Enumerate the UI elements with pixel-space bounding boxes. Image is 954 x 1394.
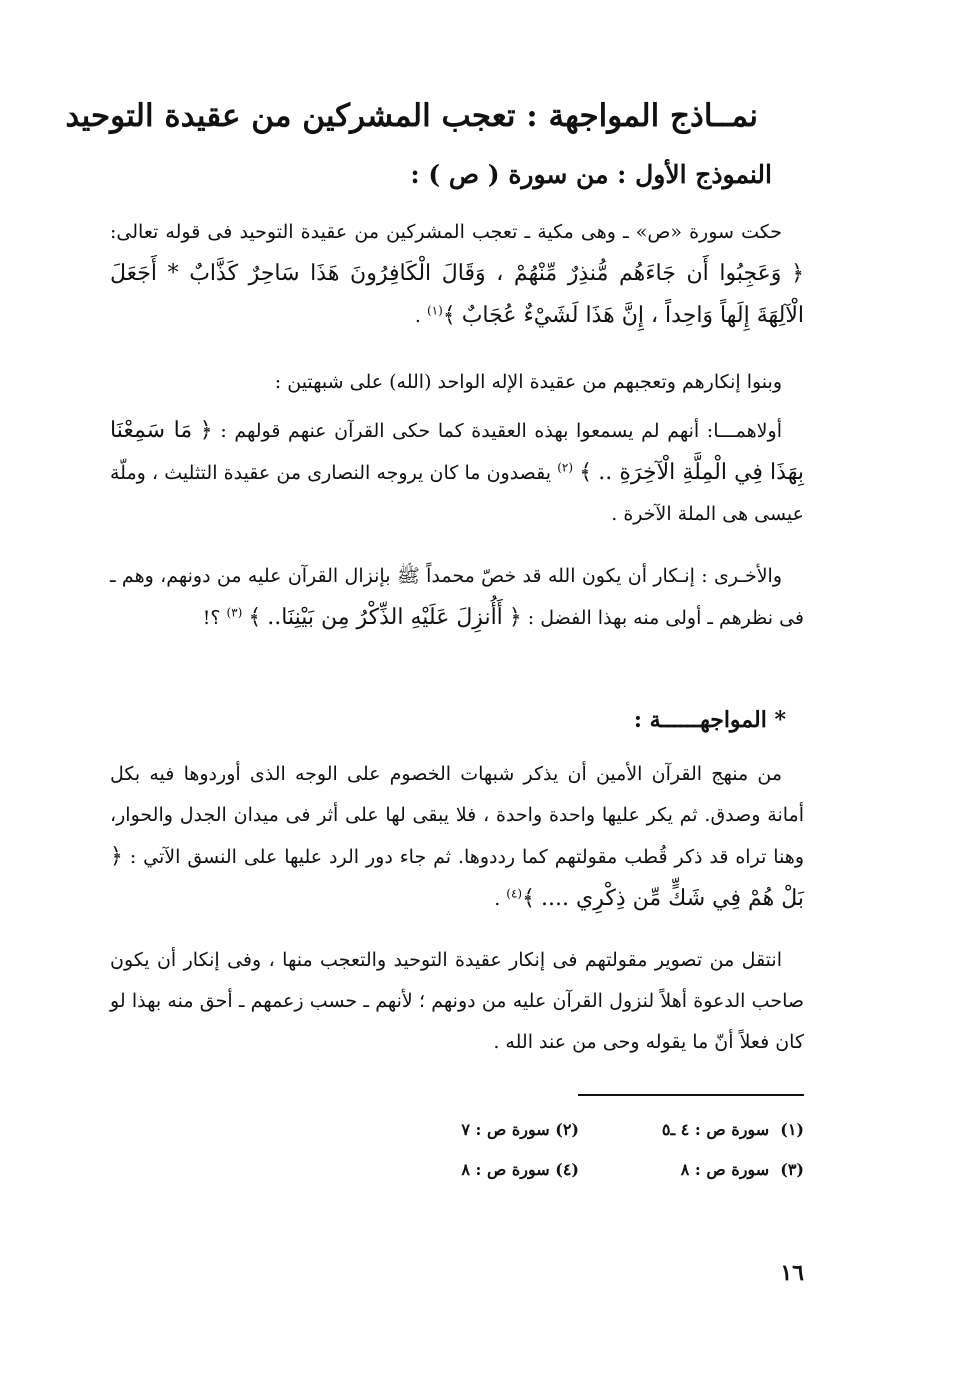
paragraph-surah-sad-intro: [110, 212, 804, 337]
footnote-mark: (٤): [555, 1160, 579, 1179]
paragraph-quran-method: [110, 754, 804, 920]
paragraph-tail: يقصدون ما كان يروجه النصارى من عقيدة التثليث ، وملّة عيسى هى الملة الآخرة .: [110, 462, 804, 525]
footnote-1: [579, 1110, 804, 1150]
quran-open-bracket: ﴿: [508, 605, 522, 630]
quran-verse: بَلْ هُمْ فِي شَكٍّ مِّن ذِكْرِي ....: [541, 886, 804, 911]
page-number: ١٦: [780, 1260, 804, 1286]
footnote-marker: (٢): [557, 460, 574, 475]
footnote-4: [354, 1150, 579, 1190]
paragraph-text: أولاهمـــا: أنهم لم يسمعوا بهذه العقيدة كما حكى القرآن عنهم قولهم :: [220, 420, 782, 442]
paragraph-tail: ؟!: [202, 607, 227, 629]
paragraph-text: وبنوا إنكارهم وتعجبهم من عقيدة الإله الواحد (الله) على شبهتين :: [274, 371, 782, 393]
footnote-text: سورة ص : ٨: [680, 1160, 770, 1179]
footnote-marker: (٤): [506, 886, 523, 901]
quran-open-bracket: ﴿: [199, 418, 213, 443]
footnote-row: [354, 1110, 804, 1150]
paragraph-text: انتقل من تصوير مقولتهم فى إنكار عقيدة التوحيد والتعجب منها ، وفى إنكار أن يكون صاحب الدعوة أهلاً لنزول القرآن عليه من دونهم ؛ لأنهم ـ حسب زعمهم ـ أحق منه بهذا لو كان فعلاً أنّ ما يقوله وحى من عند الله .: [110, 949, 804, 1053]
paragraph-text: والأخـرى : إنـكار أن يكون الله قد خصّ محمداً ﷺ بإنزال القرآن عليه من دونهم، وهم ـ فى نظرهم ـ أولى منه بهذا الفضل :: [110, 565, 804, 629]
paragraph-second-doubt: [110, 556, 804, 639]
quran-close-bracket: ﴾: [248, 605, 262, 630]
quran-verse: مَا سَمِعْنَا بِهَذَا فِي الْمِلَّةِ الْآخِرَةِ ..: [110, 418, 804, 485]
paragraph-two-doubts: [110, 362, 804, 403]
paragraph-tail: .: [494, 888, 507, 910]
paragraph-text: حكت سورة «ص» ـ وهى مكية ـ تعجب المشركين من عقيدة التوحيد فى قوله تعالى:: [110, 221, 782, 243]
footnotes: [354, 1110, 804, 1190]
paragraph-first-doubt: [110, 410, 804, 535]
footnote-3: [579, 1150, 804, 1190]
footnote-mark: (٢): [555, 1120, 579, 1139]
footnote-divider: [578, 1094, 804, 1096]
footnote-text: سورة ص : ٤ ـ٥: [661, 1120, 770, 1139]
confrontation-heading: * المواجهــــــة :: [633, 707, 786, 733]
quran-close-bracket: ﴾: [442, 303, 456, 328]
footnote-marker: (١): [426, 303, 443, 318]
section-subtitle: النموذج الأول : من سورة ( ص ) :: [410, 160, 772, 189]
quran-verse: وَعَجِبُوا أَن جَاءَهُم مُّنذِرٌ مِّنْهُمْ ، وَقَالَ الْكَافِرُونَ هَذَا سَاحِرٌ كَذَّابٌ * أَجَعَلَ الْآلِهَةَ إِلَهاً وَاحِداً ، إِنَّ هَذَا لَشَيْءٌ عُجَابٌ: [110, 261, 804, 328]
quran-verse: أَأُنزِلَ عَلَيْهِ الذِّكْرُ مِن بَيْنِنَا..: [267, 605, 503, 630]
footnote-marker: (٣): [226, 605, 243, 620]
footnote-mark: (٣): [780, 1160, 804, 1179]
paragraph-transition: [110, 940, 804, 1063]
footnote-mark: (١): [780, 1120, 804, 1139]
footnote-2: [354, 1110, 579, 1150]
paragraph-tail: .: [414, 305, 427, 327]
footnote-row: [354, 1150, 804, 1190]
quran-open-bracket: ﴿: [791, 261, 804, 286]
footnote-text: سورة ص : ٨: [461, 1160, 550, 1179]
page-title: نمــاذج المواجهة : تعجب المشركين من عقيدة التوحيد: [65, 98, 758, 134]
paragraph-text: من منهج القرآن الأمين أن يذكر شبهات الخصوم على الوجه الذى أوردوها فيه بكل أمانة وصدق. ثم يكر عليها واحدة واحدة ، فلا يبقى لها على أثر فى ميدان الجدل والحوار، وهنا تراه قد ذكر قُطب مقولتهم كما رددوها. ثم جاء دور الرد عليها على النسق الآتي :: [110, 763, 805, 868]
quran-close-bracket: ﴾: [579, 460, 593, 485]
footnote-text: سورة ص : ٧: [461, 1120, 550, 1139]
quran-close-bracket: ﴾: [522, 886, 535, 911]
quran-open-bracket: ﴿: [110, 844, 123, 869]
